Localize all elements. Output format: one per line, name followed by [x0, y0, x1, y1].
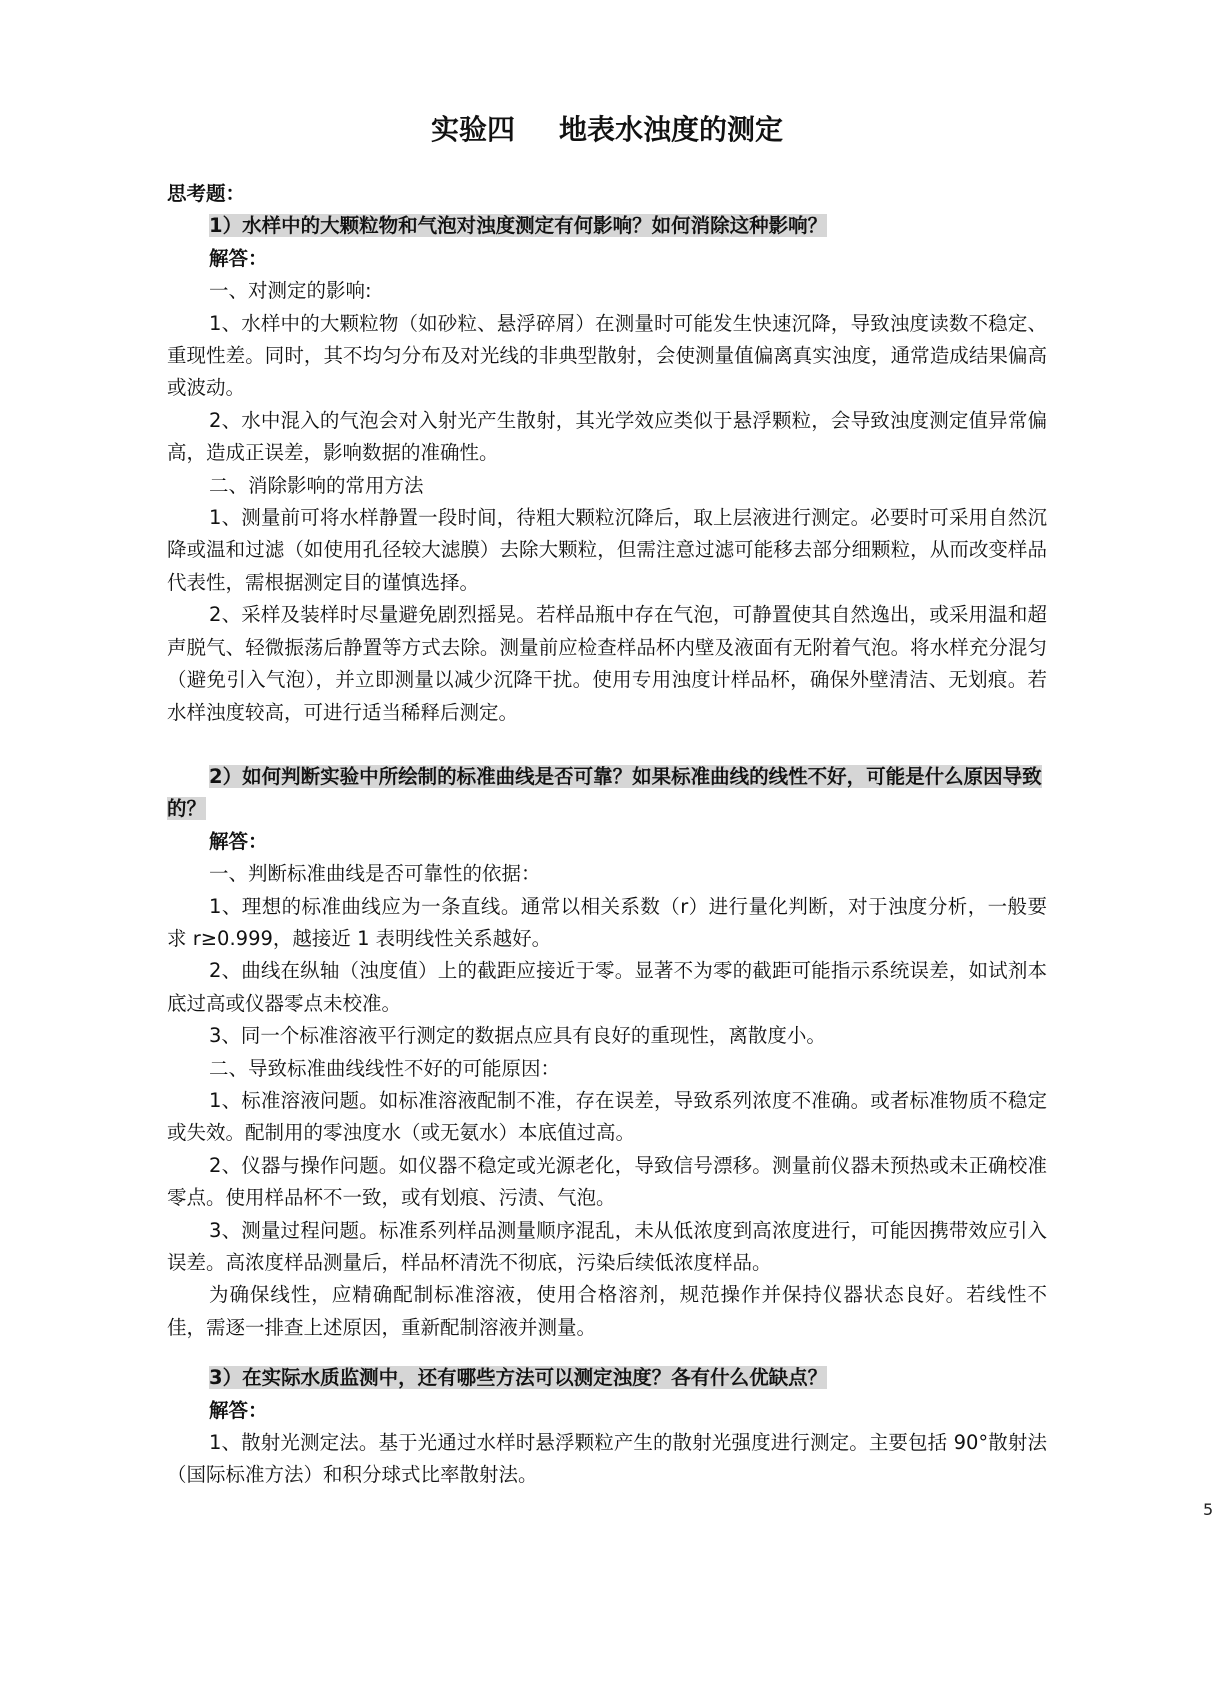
title-part-1: 实验四 [430, 113, 515, 146]
question-1 [167, 210, 1047, 242]
title-part-2: 地表水浊度的测定 [559, 113, 784, 146]
content-body [167, 178, 1047, 1492]
answer-1-line: 2、水中混入的气泡会对入射光产生散射，其光学效应类似于悬浮颗粒，会导致浊度测定值异常偏高，造成正误差，影响数据的准确性。 [167, 408, 1047, 465]
page-number: 5 [1203, 1500, 1213, 1519]
answer-1-label: 解答： [209, 246, 268, 270]
question-2-text: 2）如何判断实验中所绘制的标准曲线是否可靠？如果标准曲线的线性不好，可能是什么原因导致的？ [167, 764, 1042, 821]
document-page [167, 0, 1213, 1685]
answer-2-line: 1、标准溶液问题。如标准溶液配制不准，存在误差，导致系列浓度不准确。或者标准物质不稳定或失效。配制用的零浊度水（或无氨水）本底值过高。 [167, 1088, 1047, 1145]
answer-3-label: 解答： [209, 1398, 268, 1422]
answer-2-line: 1、理想的标准曲线应为一条直线。通常以相关系数（r）进行量化判断，对于浊度分析，一般要求 r≥0.999，越接近 1 表明线性关系越好。 [167, 894, 1047, 950]
answer-1-line: 二、消除影响的常用方法 [209, 473, 424, 497]
answer-2-line: 3、同一个标准溶液平行测定的数据点应具有良好的重现性，离散度小。 [209, 1024, 826, 1048]
answer-2-line: 3、测量过程问题。标准系列样品测量顺序混乱，未从低浓度到高浓度进行，可能因携带效应引入误差。高浓度样品测量后，样品杯清洗不彻底，污染后续低浓度样品。 [167, 1218, 1047, 1274]
question-2 [167, 761, 1047, 826]
answer-2-label: 解答： [209, 829, 268, 853]
answer-2-line: 2、仪器与操作问题。如仪器不稳定或光源老化，导致信号漂移。测量前仪器未预热或未正确校准零点。使用样品杯不一致，或有划痕、污渍、气泡。 [167, 1153, 1047, 1210]
section-label: 思考题： [167, 182, 246, 205]
answer-2-line: 为确保线性，应精确配制标准溶液，使用合格溶剂，规范操作并保持仪器状态良好。若线性不佳，需逐一排查上述原因，重新配制溶液并测量。 [167, 1283, 1047, 1339]
answer-1-line: 2、采样及装样时尽量避免剧烈摇晃。若样品瓶中存在气泡，可静置使其自然逸出，或采用温和超声脱气、轻微振荡后静置等方式去除。测量前应检查样品杯内壁及液面有无附着气泡。将水样充分混匀（避免引入气泡），并立即测量以减少沉降干扰。使用专用浊度计样品杯，确保外壁清洁、无划痕。若水样浊度较高，可进行适当稀释后测定。 [167, 603, 1047, 724]
answer-3-line: 1、散射光测定法。基于光通过水样时悬浮颗粒产生的散射光强度进行测定。主要包括 90°散射法（国际标准方法）和积分球式比率散射法。 [167, 1431, 1047, 1487]
answer-1-line: 1、水样中的大颗粒物（如砂粒、悬浮碎屑）在测量时可能发生快速沉降，导致浊度读数不稳定、重现性差。同时，其不均匀分布及对光线的非典型散射，会使测量值偏离真实浊度，通常造成结果偏高或波动。 [167, 311, 1047, 400]
answer-1-line: 一、对测定的影响: [209, 279, 372, 303]
answer-2-line: 一、判断标准曲线是否可靠性的依据： [209, 862, 541, 886]
answer-2-line: 二、导致标准曲线线性不好的可能原因： [209, 1056, 561, 1080]
page-title [167, 108, 1047, 148]
answer-2-line: 2、曲线在纵轴（浊度值）上的截距应接近于零。显著不为零的截距可能指示系统误差，如试剂本底过高或仪器零点未校准。 [167, 959, 1047, 1015]
answer-1-line: 1、测量前可将水样静置一段时间，待粗大颗粒沉降后，取上层液进行测定。必要时可采用自然沉降或温和过滤（如使用孔径较大滤膜）去除大颗粒，但需注意过滤可能移去部分细颗粒，从而改变样品代表性，需根据测定目的谨慎选择。 [167, 506, 1047, 594]
question-1-text: 1）水样中的大颗粒物和气泡对浊度测定有何影响？如何消除这种影响？ [209, 214, 828, 238]
question-3-text: 3）在实际水质监测中，还有哪些方法可以测定浊度？各有什么优缺点？ [209, 1366, 828, 1390]
question-3 [167, 1362, 1047, 1394]
